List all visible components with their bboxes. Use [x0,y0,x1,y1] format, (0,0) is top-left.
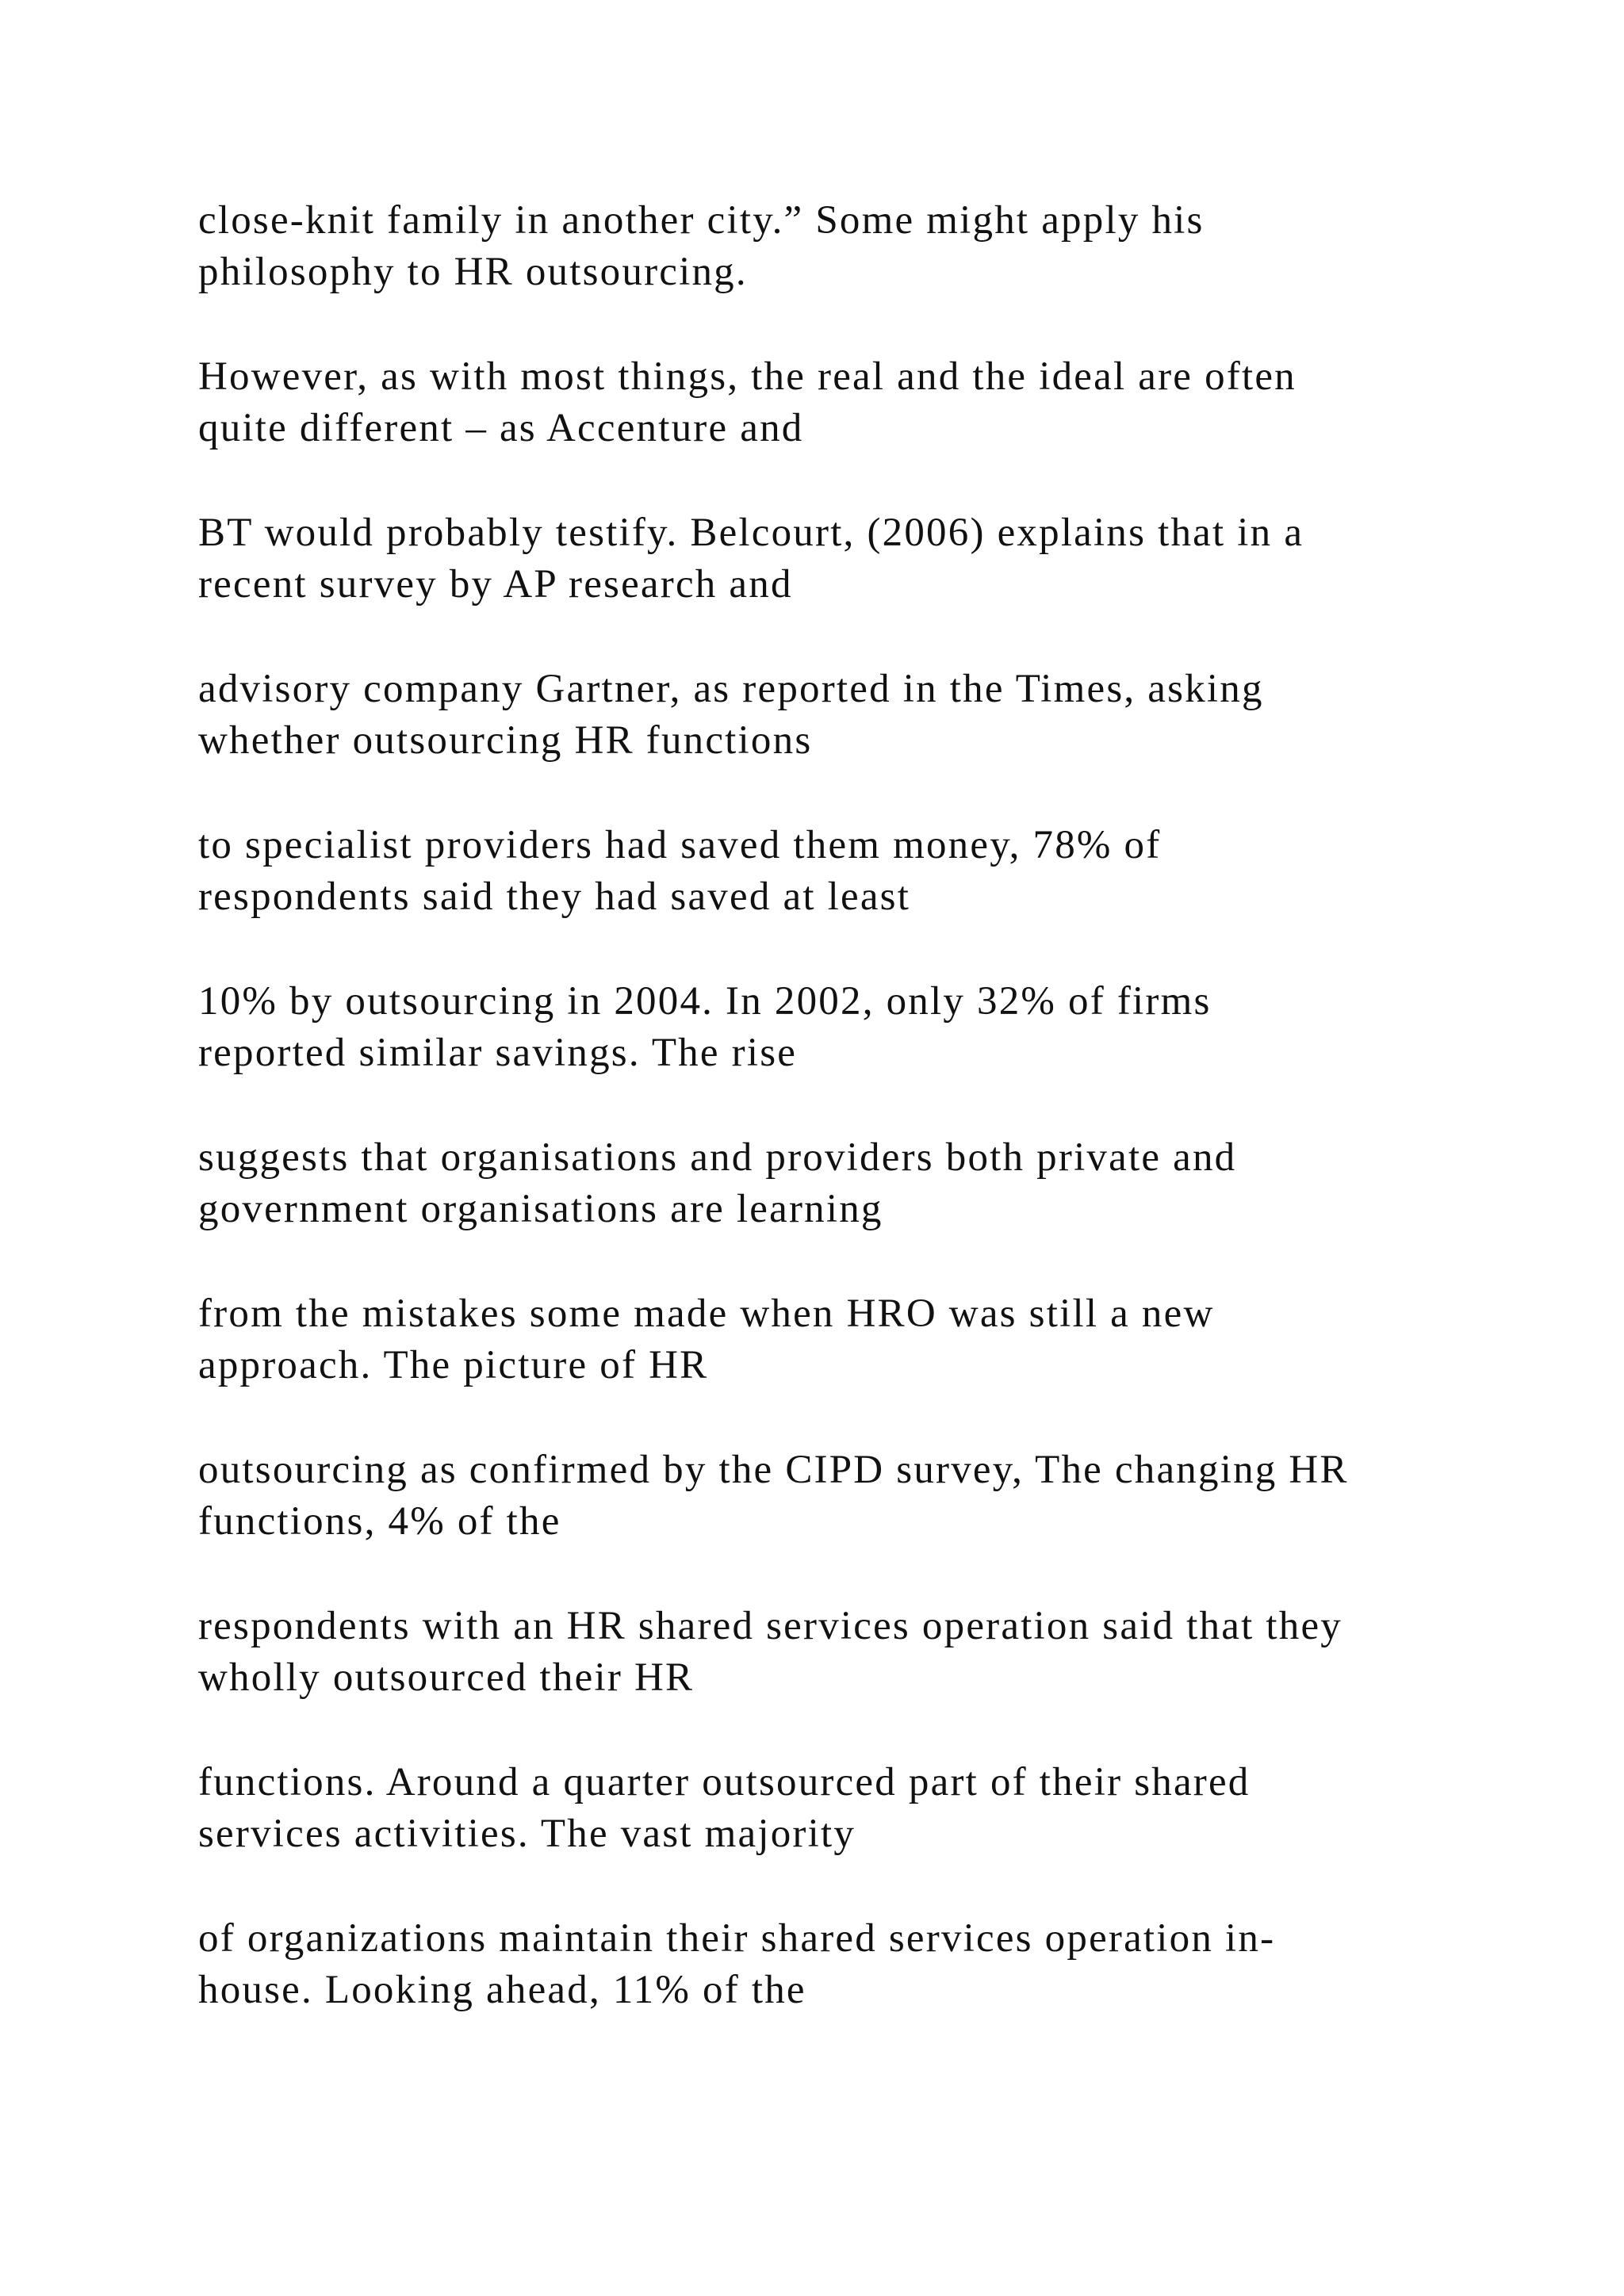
text-line: to specialist providers had saved them money, 78% of [198,823,1162,867]
paragraph [198,507,1546,610]
text-line: house. Looking ahead, 11% of the [198,1968,806,2012]
paragraph [198,1913,1546,2016]
text-line: from the mistakes some made when HRO was still a new [198,1292,1215,1336]
text-line: of organizations maintain their shared services operation in- [198,1916,1276,1961]
text-line: functions. Around a quarter outsourced part of their shared [198,1760,1251,1804]
text-line: recent survey by AP research and [198,562,793,607]
text-line: functions, 4% of the [198,1499,561,1544]
text-line: approach. The picture of HR [198,1343,709,1387]
paragraph [198,1288,1546,1391]
text-line: reported similar savings. The rise [198,1031,798,1075]
text-line: respondents said they had saved at least [198,874,911,919]
text-line: respondents with an HR shared services operation said that they [198,1604,1343,1648]
text-line: wholly outsourced their HR [198,1655,695,1700]
paragraph [198,351,1546,454]
paragraph [198,820,1546,923]
paragraph [198,976,1546,1079]
text-line: outsourcing as confirmed by the CIPD survey, The changing HR [198,1448,1349,1492]
text-line: government organisations are learning [198,1187,883,1231]
text-line: suggests that organisations and providers both private and [198,1135,1237,1180]
text-line: philosophy to HR outsourcing. [198,250,748,294]
paragraph [198,1601,1546,1704]
text-line: BT would probably testify. Belcourt, (2006) explains that in a [198,511,1304,555]
text-line: However, as with most things, the real and the ideal are often [198,354,1297,399]
paragraph [198,1757,1546,1860]
text-line: services activities. The vast majority [198,1812,856,1856]
text-line: close-knit family in another city.” Some might apply his [198,198,1205,243]
text-line: advisory company Gartner, as reported in the Times, asking [198,667,1264,711]
text-line: 10% by outsourcing in 2004. In 2002, only 32% of firms [198,979,1212,1024]
paragraph [198,1445,1546,1548]
paragraph [198,195,1546,298]
document-body [198,195,1546,2069]
text-line: whether outsourcing HR functions [198,718,813,763]
paragraph [198,1132,1546,1235]
text-line: quite different – as Accenture and [198,406,804,450]
paragraph [198,664,1546,767]
